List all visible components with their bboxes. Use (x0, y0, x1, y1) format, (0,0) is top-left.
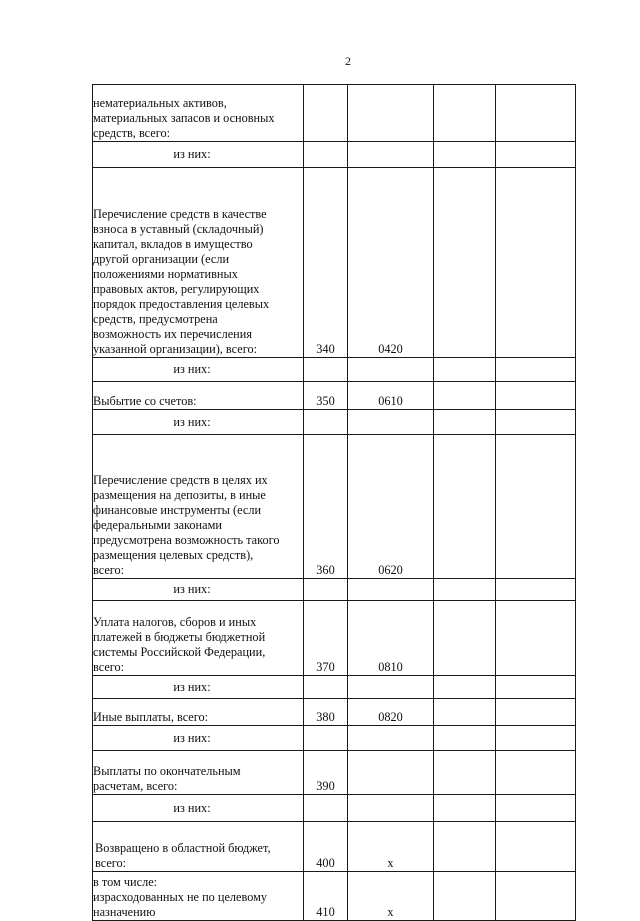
value-cell (434, 579, 496, 601)
value-cell (434, 795, 496, 822)
budget-report-table (92, 84, 576, 921)
table-row (93, 410, 576, 435)
row-name-line: расчетам, всего: (93, 779, 178, 793)
row-name-line: назначению (93, 905, 156, 919)
value-cell (434, 751, 496, 795)
row-name-cell (93, 699, 304, 726)
table-row (93, 435, 576, 579)
row-name-line: возможность их перечисления (93, 327, 253, 341)
value-cell (434, 676, 496, 699)
value-cell (496, 795, 576, 822)
row-kbk-cell (348, 676, 434, 699)
value-cell (434, 435, 496, 579)
row-name-cell (93, 751, 304, 795)
row-name-line: Перечисление средств в качестве (93, 207, 267, 221)
row-name-line: Выбытие со счетов: (93, 394, 197, 408)
row-code-cell: 390 (304, 751, 348, 795)
row-code-cell (304, 579, 348, 601)
value-cell (434, 872, 496, 921)
row-code-cell (304, 795, 348, 822)
row-kbk-cell (348, 85, 434, 142)
row-name-cell (93, 142, 304, 168)
page-number: 2 (345, 54, 351, 68)
row-name-line: Выплаты по окончательным (93, 764, 241, 778)
row-name-line: Перечисление средств в целях их (93, 473, 268, 487)
value-cell (434, 601, 496, 676)
row-kbk-cell: 0610 (348, 382, 434, 410)
row-code-cell: 340 (304, 168, 348, 358)
row-name-line: всего: (93, 563, 125, 577)
row-name-line: всего: (93, 660, 125, 674)
value-cell (496, 382, 576, 410)
table-row (93, 601, 576, 676)
value-cell (434, 410, 496, 435)
row-name-line: капитал, вкладов в имущество (93, 237, 253, 251)
row-name-cell (93, 410, 304, 435)
row-name-cell (93, 579, 304, 601)
row-code-cell: 400 (304, 822, 348, 872)
value-cell (434, 382, 496, 410)
table-row (93, 676, 576, 699)
value-cell (434, 358, 496, 382)
value-cell (434, 168, 496, 358)
row-code-cell: 360 (304, 435, 348, 579)
row-kbk-cell (348, 358, 434, 382)
row-name-line: другой организации (если (93, 252, 230, 266)
value-cell (496, 601, 576, 676)
row-name-line: материальных запасов и основных (93, 111, 275, 125)
table-row (93, 142, 576, 168)
table-row (93, 699, 576, 726)
row-name-line: федеральными законами (93, 518, 222, 532)
row-name-line: предусмотрена возможность такого (93, 533, 280, 547)
row-name-cell (93, 358, 304, 382)
row-name-cell (93, 676, 304, 699)
row-name-cell (93, 726, 304, 751)
row-name-line: нематериальных активов, (93, 96, 227, 110)
row-name-line: платежей в бюджеты бюджетной (93, 630, 266, 644)
row-kbk-cell: 0620 (348, 435, 434, 579)
value-cell (496, 699, 576, 726)
table-row (93, 751, 576, 795)
table-row (93, 822, 576, 872)
row-kbk-cell (348, 579, 434, 601)
row-name-line: размещения целевых средств), (93, 548, 254, 562)
row-name-line: всего: (95, 856, 127, 870)
row-name-line: размещения на депозиты, в иные (93, 488, 266, 502)
row-name-line: положениями нормативных (93, 267, 238, 281)
value-cell (496, 872, 576, 921)
row-name-line: Иные выплаты, всего: (93, 710, 209, 724)
row-name-cell (93, 822, 304, 872)
row-kbk-cell: 0420 (348, 168, 434, 358)
row-name-line: из них: (173, 800, 211, 815)
row-code-cell: 370 (304, 601, 348, 676)
row-name-line: из них: (173, 730, 211, 745)
value-cell (434, 142, 496, 168)
row-name-line: Возвращено в областной бюджет, (95, 841, 271, 855)
row-name-line: порядок предоставления целевых (93, 297, 270, 311)
table-row (93, 795, 576, 822)
row-name-line: средств, предусмотрена (93, 312, 218, 326)
row-code-cell (304, 676, 348, 699)
table-row (93, 85, 576, 142)
row-name-line: из них: (173, 147, 211, 161)
value-cell (496, 435, 576, 579)
row-name-line: Уплата налогов, сборов и иных (93, 615, 257, 629)
row-kbk-cell (348, 751, 434, 795)
row-code-cell (304, 726, 348, 751)
value-cell (496, 822, 576, 872)
value-cell (434, 822, 496, 872)
row-kbk-cell (348, 142, 434, 168)
row-code-cell (304, 410, 348, 435)
value-cell (496, 676, 576, 699)
row-name-cell (93, 795, 304, 822)
row-kbk-cell: х (348, 872, 434, 921)
row-name-cell (93, 601, 304, 676)
row-name-line: средств, всего: (93, 126, 171, 140)
row-name-line: из них: (173, 414, 211, 429)
value-cell (496, 358, 576, 382)
row-name-line: правовых актов, регулирующих (93, 282, 260, 296)
row-name-line: финансовые инструменты (если (93, 503, 262, 517)
table-row (93, 872, 576, 921)
row-code-cell (304, 85, 348, 142)
row-name-line: системы Российской Федерации, (93, 645, 266, 659)
value-cell (496, 85, 576, 142)
row-name-line: взноса в уставный (складочный) (93, 222, 264, 236)
row-kbk-cell (348, 726, 434, 751)
row-code-cell (304, 358, 348, 382)
value-cell (496, 410, 576, 435)
row-name-cell (93, 85, 304, 142)
row-code-cell (304, 142, 348, 168)
value-cell (496, 726, 576, 751)
row-name-line: израсходованных не по целевому (93, 890, 268, 904)
value-cell (496, 579, 576, 601)
row-kbk-cell: 0810 (348, 601, 434, 676)
table-row (93, 382, 576, 410)
row-code-cell: 410 (304, 872, 348, 921)
row-name-line: указанной организации), всего: (93, 342, 258, 356)
row-name-line: из них: (173, 679, 211, 694)
row-kbk-cell: х (348, 822, 434, 872)
value-cell (434, 726, 496, 751)
value-cell (496, 168, 576, 358)
row-name-cell (93, 435, 304, 579)
value-cell (434, 699, 496, 726)
row-code-cell: 380 (304, 699, 348, 726)
row-name-cell (93, 382, 304, 410)
table-row (93, 579, 576, 601)
value-cell (434, 85, 496, 142)
row-kbk-cell (348, 410, 434, 435)
row-kbk-cell (348, 795, 434, 822)
row-kbk-cell: 0820 (348, 699, 434, 726)
row-name-line: из них: (173, 362, 211, 376)
table-row (93, 168, 576, 358)
table-row (93, 726, 576, 751)
table-row (93, 358, 576, 382)
row-name-cell (93, 168, 304, 358)
row-code-cell: 350 (304, 382, 348, 410)
row-name-line: из них: (173, 582, 211, 596)
value-cell (496, 751, 576, 795)
value-cell (496, 142, 576, 168)
row-name-line: в том числе: (93, 875, 158, 889)
row-name-cell (93, 872, 304, 921)
